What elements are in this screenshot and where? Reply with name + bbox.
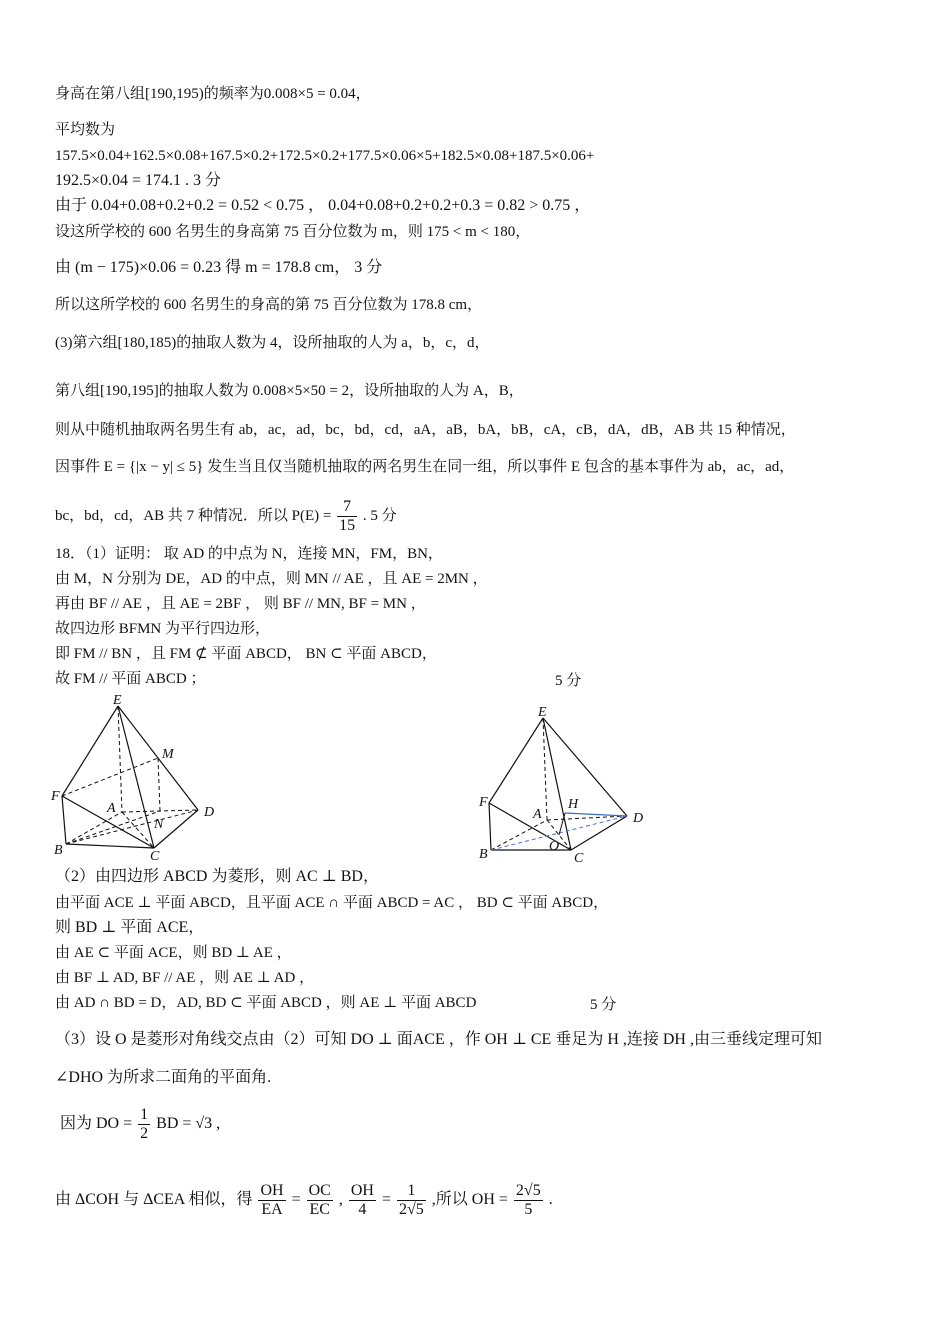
- edge-MN: [158, 758, 160, 811]
- sim-eq-2: =: [381, 1191, 391, 1208]
- edge2-CD: [571, 816, 627, 850]
- line-midpoints: 由 M，N 分别为 DE，AD 的中点，则 MN // AE ，且 AE = 2MN ，: [55, 571, 488, 587]
- prob-text: bc，bd，cd，AB 共 7 种情况．所以 P(E) =: [55, 508, 332, 524]
- sim-frac-2-den: EC: [309, 1200, 330, 1218]
- sim-frac-3: [349, 1182, 376, 1219]
- line-dihedral-angle: ∠DHO 为所求二面角的平面角.: [55, 1069, 272, 1086]
- label2-B: B: [479, 847, 488, 862]
- edge2-BA: [491, 820, 547, 850]
- sim-frac-4-num: 1: [397, 1182, 426, 1201]
- edge-BA: [66, 812, 122, 844]
- line-rhombus: （2）由四边形 ABCD 为菱形，则 AC ⊥ BD，: [55, 868, 379, 885]
- do-text: 因为 DO =: [60, 1115, 133, 1132]
- score-part1: 5 分: [555, 673, 582, 689]
- line-event-E: 因事件 E = {|x − y| ≤ 5} 发生当且仅当随机抽取的两名男生在同一组，所以事件 E 包含的基本事件为 ab，ac，ad，: [55, 459, 795, 475]
- line-parallelogram: 故四边形 BFMN 为平行四边形，: [55, 621, 271, 637]
- edge2-EF: [489, 718, 543, 803]
- prob-numerator: 7: [337, 498, 357, 517]
- sim-text: 由 ΔCOH 与 ΔCEA 相似，得: [55, 1191, 253, 1208]
- edge-BC: [66, 844, 154, 848]
- line-group6: (3)第六组[180,185)的抽取人数为 4，设所抽取的人为 a，b，c，d，: [55, 335, 490, 351]
- line-percentile-setup: 设这所学校的 600 名男生的身高第 75 百分位数为 m，则 175 < m < 180，: [55, 224, 531, 240]
- line-frequency: 身高在第八组[190,195)的频率为0.008×5 = 0.04，: [55, 86, 371, 102]
- line-mean-expr-1: 157.5×0.04+162.5×0.08+167.5×0.2+172.5×0.2+177.5×0.06×5+182.5×0.08+187.5×0.06+: [55, 148, 595, 164]
- do-numerator: 1: [140, 1105, 149, 1123]
- edge-FB: [62, 796, 66, 844]
- score-part2: 5 分: [590, 997, 617, 1013]
- label2-F: F: [479, 795, 488, 810]
- sim-frac-3-num: OH: [350, 1181, 374, 1199]
- line-q18-proof: 18．（1）证明： 取 AD 的中点为 N，连接 MN，FM，BN，: [55, 546, 443, 562]
- sim-frac-1-num: OH: [260, 1181, 284, 1199]
- edge2-ED: [543, 718, 627, 816]
- label2-D: D: [633, 811, 644, 826]
- line-mean-expr-2: 192.5×0.04 = 174.1 . 3 分: [55, 172, 222, 189]
- line-fm-conclusion: 故 FM // 平面 ABCD ；: [55, 671, 206, 687]
- label-D: D: [204, 805, 215, 820]
- do-result: BD = √3 ,: [156, 1115, 221, 1132]
- sim-frac-5-den: 5: [524, 1200, 533, 1218]
- line-fm-bn: 即 FM // BN ，且 FM ⊄ 平面 ABCD， BN ⊂ 平面 ABCD，: [55, 646, 437, 662]
- label2-C: C: [574, 851, 584, 866]
- line-probability: [55, 496, 397, 536]
- line-ae-ad: 由 BF ⊥ AD, BF // AE ，则 AE ⊥ AD ，: [55, 970, 315, 986]
- figure-1-pyramid: [50, 688, 230, 868]
- edge2-OH: [559, 813, 565, 835]
- label-C: C: [150, 849, 160, 864]
- figure-2-pyramid: [475, 700, 655, 870]
- sim-frac-3-den: 4: [358, 1200, 367, 1218]
- line-mean-label: 平均数为: [55, 122, 116, 138]
- line-part3-setup: （3）设 O 是菱形对角线交点由（2）可知 DO ⊥ 面ACE ，作 OH ⊥ CE 垂足为 H ,连接 DH ,由三垂线定理可知: [55, 1031, 822, 1048]
- sim-so: ,所以 OH =: [431, 1191, 508, 1208]
- line-plane-perp: 由平面 ACE ⊥ 平面 ABCD，且平面 ACE ∩ 平面 ABCD = AC ， BD ⊂ 平面 ABCD，: [55, 895, 609, 911]
- edge-EF: [62, 706, 118, 796]
- sim-frac-5-num: 2√5: [515, 1181, 541, 1199]
- sim-frac-2: [307, 1182, 333, 1219]
- edge-EC: [118, 706, 154, 848]
- line-do-value: [60, 1102, 220, 1146]
- label-M: M: [162, 747, 174, 762]
- label-B: B: [54, 843, 63, 858]
- sim-frac-1-den: EA: [261, 1200, 283, 1218]
- sim-frac-2-num: OC: [308, 1181, 331, 1199]
- line-bd-perp: 则 BD ⊥ 平面 ACE，: [55, 919, 205, 936]
- line-percentile-solve: 由 (m − 175)×0.06 = 0.23 得 m = 178.8 cm， 3 分: [55, 259, 383, 276]
- sim-period: .: [548, 1191, 553, 1208]
- label2-O: O: [549, 839, 560, 854]
- label-N: N: [154, 817, 164, 832]
- edge-EA: [118, 706, 122, 812]
- label2-A: A: [533, 807, 542, 822]
- label-E: E: [113, 693, 122, 708]
- line-ae-plane: 由 AD ∩ BD = D，AD, BD ⊂ 平面 ABCD ，则 AE ⊥ 平面 ABCD: [55, 995, 477, 1011]
- sim-frac-4-den: 2√5: [399, 1200, 424, 1218]
- line-group8: 第八组[190,195]的抽取人数为 0.008×5×50 = 2，设所抽取的人为 A，B，: [55, 383, 524, 399]
- sim-frac-5: [514, 1182, 543, 1219]
- label2-E: E: [538, 705, 547, 720]
- label2-H: H: [568, 797, 579, 812]
- edge2-FB: [489, 803, 491, 850]
- sim-frac-4: [397, 1182, 426, 1219]
- line-cumulative: 由于 0.04+0.08+0.2+0.2 = 0.52 < 0.75 ， 0.04+0.08+0.2+0.2+0.3 = 0.82 > 0.75 ，: [55, 197, 591, 214]
- edge2-EC: [543, 718, 571, 850]
- do-fraction: [138, 1106, 150, 1143]
- line-percentile-result: 所以这所学校的 600 名男生的身高的第 75 百分位数为 178.8 cm，: [55, 297, 483, 313]
- sim-comma: ,: [338, 1191, 343, 1208]
- label-A: A: [107, 801, 116, 816]
- prob-score: . 5 分: [362, 508, 397, 524]
- label-F: F: [51, 789, 60, 804]
- do-denominator: 2: [140, 1124, 149, 1142]
- line-sample-space: 则从中随机抽取两名男生有 ab，ac，ad，bc，bd，cd，aA，aB，bA，bB，cA，cB，dA，dB，AB 共 15 种情况，: [55, 422, 796, 438]
- line-bd-ae: 由 AE ⊂ 平面 ACE，则 BD ⊥ AE ，: [55, 945, 292, 961]
- sim-eq-1: =: [291, 1191, 301, 1208]
- prob-denominator: 15: [339, 517, 356, 535]
- prob-fraction: [337, 498, 357, 535]
- edge2-HD: [565, 813, 627, 816]
- line-bf-parallel: 再由 BF // AE ，且 AE = 2BF ， 则 BF // MN, BF = MN ，: [55, 596, 426, 612]
- sim-frac-1: [258, 1182, 285, 1219]
- line-similarity: [55, 1178, 553, 1222]
- edge-FM: [62, 758, 158, 796]
